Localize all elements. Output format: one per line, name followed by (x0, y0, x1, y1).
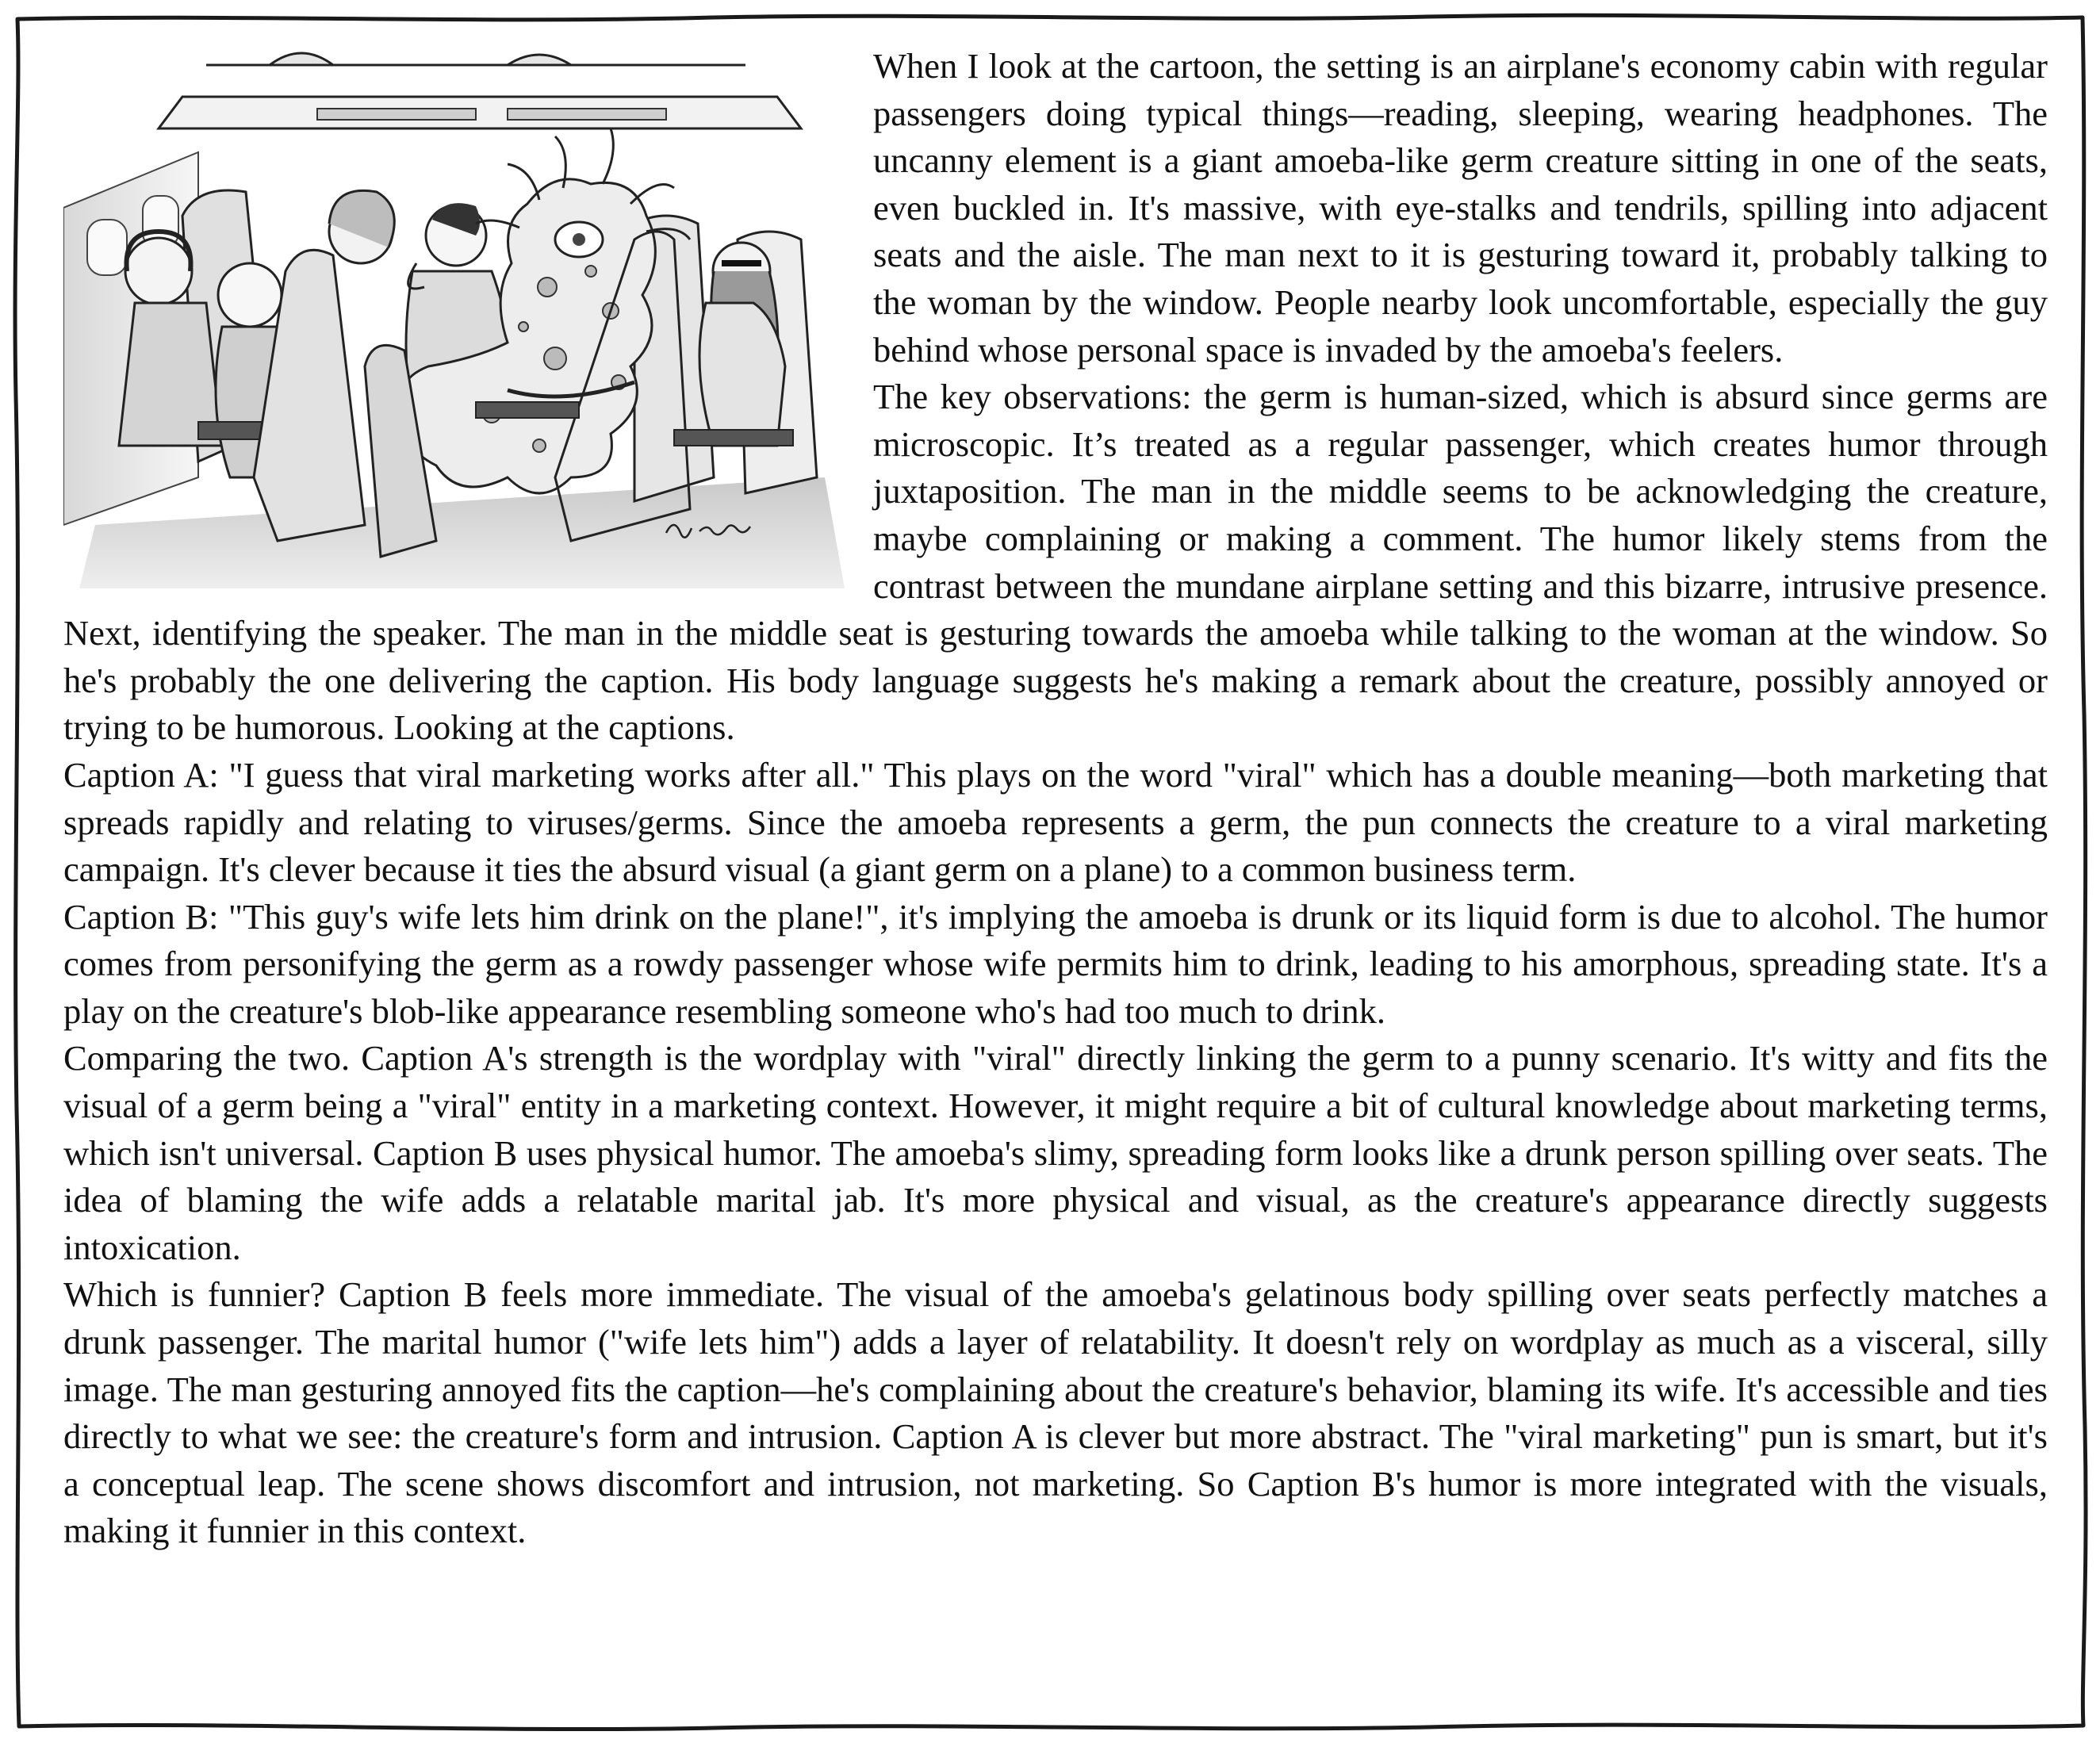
document-body (63, 43, 2048, 1716)
paragraph-4: Caption B: "This guy's wife lets him drink on the plane!", it's implying the amoeba is drunk or its liquid form is due to alcohol. The humor comes from personifying the germ as a rowdy passenger whose wife permits him to drink, leading to his amorphous, spreading state. It's a play on the creature's blob-like appearance resembling someone who's had too much to drink. (63, 896, 2048, 1031)
airplane-cabin-cartoon (63, 33, 845, 588)
paragraph-1: When I look at the cartoon, the setting is an airplane's economy cabin with regular passengers doing typical things—reading, sleeping, wearing headphones. The uncanny element is a giant amoeba-like germ creature sitting in one of the seats, even buckled in. It's massive, with eye-stalks and tendrils, spilling into adjacent seats and the aisle. The man next to it is gesturing toward it, probably talking to the woman by the window. People nearby look uncomfortable, especially the guy behind whose personal space is invaded by the amoeba's feelers. (873, 46, 2048, 370)
cartoon-illustration (63, 33, 845, 588)
paragraph-5: Comparing the two. Caption A's strength is the wordplay with "viral" directly linking the germ to a punny scenario. It's witty and fits the visual of a germ being a "viral" entity in a marketing context. However, it might require a bit of cultural knowledge about marketing terms, which isn't universal. Caption B uses physical humor. The amoeba's slimy, spreading form looks like a drunk person spilling over seats. The idea of blaming the wife adds a relatable marital jab. It's more physical and visual, as the creature's appearance directly suggests intoxication. (63, 1038, 2048, 1267)
paragraph-3: Caption A: "I guess that viral marketing works after all." This plays on the word "viral" which has a double meaning—both marketing that spreads rapidly and relating to viruses/germs. Since the amoeba represents a germ, the pun connects the creature to a viral marketing campaign. It's clever because it ties the absurd visual (a giant germ on a plane) to a common business term. (63, 754, 2048, 890)
paragraph-6: Which is funnier? Caption B feels more immediate. The visual of the amoeba's gelatinous body spilling over seats perfectly matches a drunk passenger. The marital humor ("wife lets him") adds a layer of relatability. It doesn't rely on wordplay as much as a visceral, silly image. The man gesturing annoyed fits the caption—he's complaining about the creature's behavior, blaming its wife. It's accessible and ties directly to what we see: the creature's form and intrusion. Caption A is clever but more abstract. The "viral marketing" pun is smart, but it's a conceptual leap. The scene shows discomfort and intrusion, not marketing. So Caption B's humor is more integrated with the visuals, making it funnier in this context. (63, 1274, 2048, 1551)
paragraph-2: The key observations: the germ is human-sized, which is absurd since germs are microscopic. It’s treated as a regular passenger, which creates humor through juxtaposition. The man in the middle seems to be acknowledging the creature, maybe complaining or making a comment. The humor likely stems from the contrast between the mundane airplane setting and this bizarre, intrusive presence. Next, identifying the speaker. The man in the middle seat is gesturing towards the amoeba while talking to the woman at the window. So he's probably the one delivering the caption. His body language suggests he's making a remark about the creature, possibly annoyed or trying to be humorous. Looking at the captions. (63, 377, 2048, 748)
